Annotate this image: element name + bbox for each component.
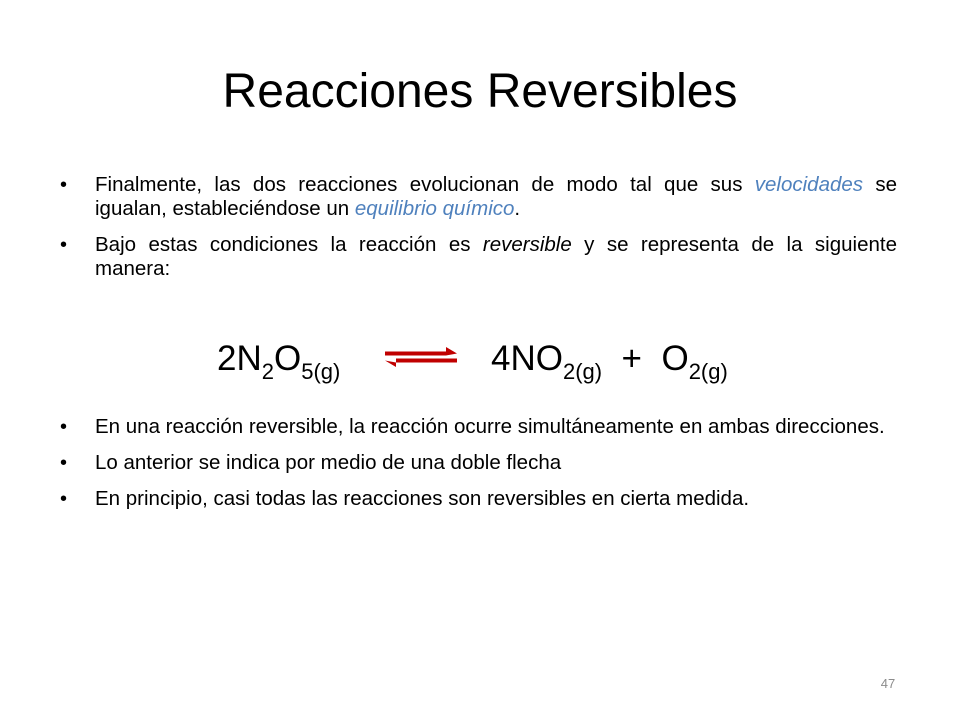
forward-arrow bbox=[385, 347, 457, 356]
bullet-text: . bbox=[514, 197, 521, 220]
plus-sign: + bbox=[621, 339, 642, 378]
bullet-item bbox=[60, 233, 897, 281]
bullet-list-top bbox=[60, 173, 897, 293]
subscript: 2(g) bbox=[562, 359, 603, 384]
bullet-text: En principio, casi todas las reacciones son reversibles en cierta medida. bbox=[95, 487, 750, 510]
element-symbol: N bbox=[236, 339, 262, 378]
bullet-text: Lo anterior se indica por medio de una doble flecha bbox=[95, 451, 562, 474]
italic-term: reversible bbox=[482, 233, 572, 256]
subscript: 2 bbox=[261, 359, 274, 384]
bullet-item bbox=[60, 173, 897, 221]
reverse-arrow bbox=[385, 359, 457, 368]
bullet-item bbox=[60, 451, 897, 475]
bullet-text: se igualan, estableciéndose un bbox=[95, 173, 897, 220]
equation-products bbox=[491, 334, 728, 384]
bullet-text: En una reacción reversible, la reacción ocurre simultáneamente en ambas direcciones. bbox=[95, 415, 885, 438]
bullet-list-bottom bbox=[60, 415, 897, 523]
bullet-item bbox=[60, 415, 897, 439]
coefficient: 2 bbox=[217, 339, 237, 378]
chemical-equation bbox=[0, 334, 960, 388]
highlight-term: equilibrio químico bbox=[354, 197, 515, 220]
product-formula: O bbox=[661, 339, 689, 378]
bullet-text: y se representa de la siguiente manera: bbox=[95, 233, 897, 280]
bullet-text: Bajo estas condiciones la reacción es bbox=[95, 233, 483, 256]
highlight-term: velocidades bbox=[754, 173, 864, 196]
bullet-item bbox=[60, 487, 897, 511]
element-symbol: O bbox=[274, 339, 302, 378]
product-formula: 4NO bbox=[491, 339, 563, 378]
double-arrow-icon bbox=[385, 343, 457, 371]
bullet-text: Finalmente, las dos reacciones evolucionan de modo tal que sus bbox=[95, 173, 755, 196]
subscript: 5(g) bbox=[301, 359, 341, 384]
page-number: 47 bbox=[880, 676, 896, 691]
slide-title: Reacciones Reversibles bbox=[222, 65, 738, 118]
equation-reactant bbox=[217, 334, 340, 384]
subscript: 2(g) bbox=[688, 359, 728, 384]
